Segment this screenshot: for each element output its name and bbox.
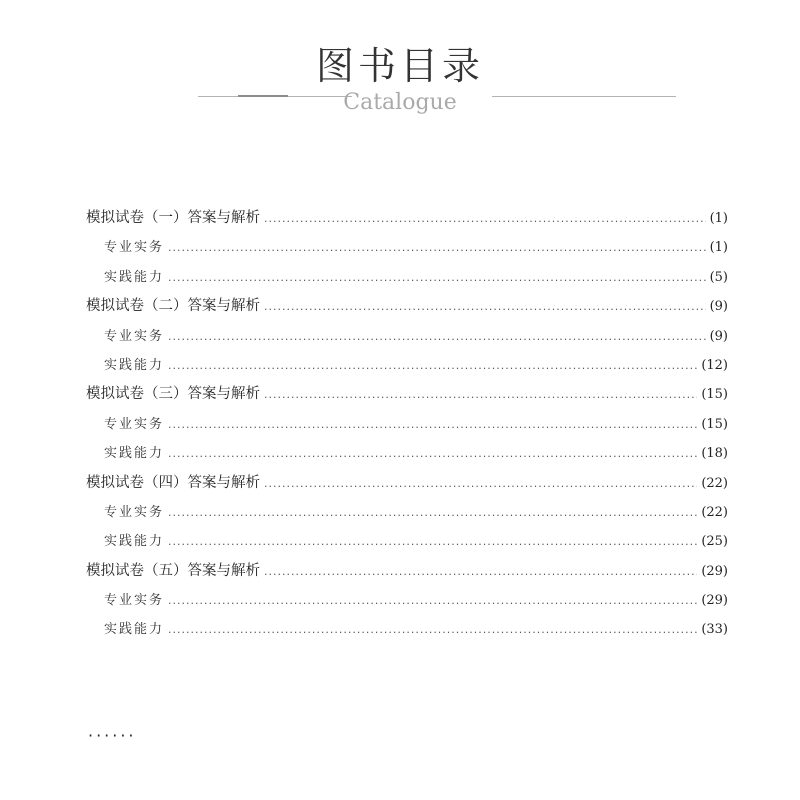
page-title: 图书目录	[315, 44, 484, 88]
toc-dot-leader	[264, 380, 697, 409]
toc-dot-leader	[168, 615, 697, 644]
toc-entry-label: 实践能力	[104, 269, 165, 285]
toc-page-number: (22)	[701, 504, 728, 520]
toc-dot-leader	[168, 410, 697, 439]
toc-dot-leader	[168, 439, 697, 468]
toc-entry-exam-1[interactable]	[86, 204, 728, 233]
toc-entry-label: 模拟试卷（四）答案与解析	[86, 474, 260, 491]
toc-dot-leader	[168, 233, 706, 262]
toc-entry-exam-2-professional-practice[interactable]	[86, 322, 728, 351]
toc-entry-label: 模拟试卷（二）答案与解析	[86, 298, 260, 315]
toc-entry-label: 实践能力	[104, 357, 165, 373]
toc-entry-label: 专业实务	[104, 328, 165, 344]
toc-entry-label: 专业实务	[104, 593, 165, 609]
toc-entry-exam-3-professional-practice[interactable]	[86, 410, 728, 439]
toc-entry-exam-4-professional-practice[interactable]	[86, 498, 728, 527]
toc-dot-leader	[264, 557, 697, 586]
toc-page-number: (33)	[701, 622, 728, 638]
toc-entry-exam-4-practical-ability[interactable]	[86, 527, 728, 556]
toc-page-number: (9)	[709, 328, 728, 344]
toc-page-number: (18)	[701, 446, 728, 462]
toc-dot-leader	[168, 498, 697, 527]
toc-entry-label: 专业实务	[104, 504, 165, 520]
toc-entry-exam-2-practical-ability[interactable]	[86, 351, 728, 380]
toc-entry-exam-4[interactable]	[86, 469, 728, 498]
toc-page-number: (1)	[709, 240, 728, 256]
toc-page-number: (29)	[701, 563, 728, 579]
toc-entry-exam-3[interactable]	[86, 380, 728, 409]
toc-entry-exam-1-practical-ability[interactable]	[86, 263, 728, 292]
toc-page-number: (5)	[709, 269, 728, 285]
toc-dot-leader	[264, 292, 706, 321]
toc-page-number: (25)	[701, 534, 728, 550]
toc-dot-leader	[168, 351, 697, 380]
toc-entry-label: 模拟试卷（一）答案与解析	[86, 210, 260, 226]
toc-entry-label: 专业实务	[104, 240, 165, 256]
toc-entry-label: 实践能力	[104, 534, 165, 550]
toc-dot-leader	[264, 469, 697, 498]
toc-entry-exam-2[interactable]	[86, 292, 728, 321]
continuation-ellipsis: ······	[88, 726, 137, 745]
toc-page-number: (15)	[701, 387, 728, 403]
toc-page-number: (29)	[701, 593, 728, 609]
toc-entry-exam-5[interactable]	[86, 557, 728, 586]
toc-page-number: (1)	[709, 211, 728, 226]
toc-entry-label: 模拟试卷（三）答案与解析	[86, 386, 260, 403]
toc-dot-leader	[168, 527, 697, 556]
toc-entry-exam-1-professional-practice[interactable]	[86, 233, 728, 262]
toc-dot-leader	[168, 586, 697, 615]
toc-entry-label: 专业实务	[104, 416, 165, 432]
toc-dot-leader	[264, 204, 706, 233]
toc-entry-label: 模拟试卷（五）答案与解析	[86, 562, 260, 579]
toc-dot-leader	[168, 263, 706, 292]
table-of-contents	[86, 204, 728, 645]
toc-page-number: (9)	[709, 299, 728, 315]
toc-entry-label: 实践能力	[104, 622, 165, 638]
toc-entry-exam-5-professional-practice[interactable]	[86, 586, 728, 615]
toc-page-number: (12)	[701, 357, 728, 373]
page-subtitle: Catalogue	[343, 90, 457, 115]
toc-entry-exam-5-practical-ability[interactable]	[86, 615, 728, 644]
toc-entry-exam-3-practical-ability[interactable]	[86, 439, 728, 468]
toc-page-number: (15)	[701, 416, 728, 432]
toc-entry-label: 实践能力	[104, 446, 165, 462]
toc-page-number: (22)	[701, 475, 728, 491]
catalogue-header	[0, 0, 800, 130]
toc-dot-leader	[168, 322, 706, 351]
